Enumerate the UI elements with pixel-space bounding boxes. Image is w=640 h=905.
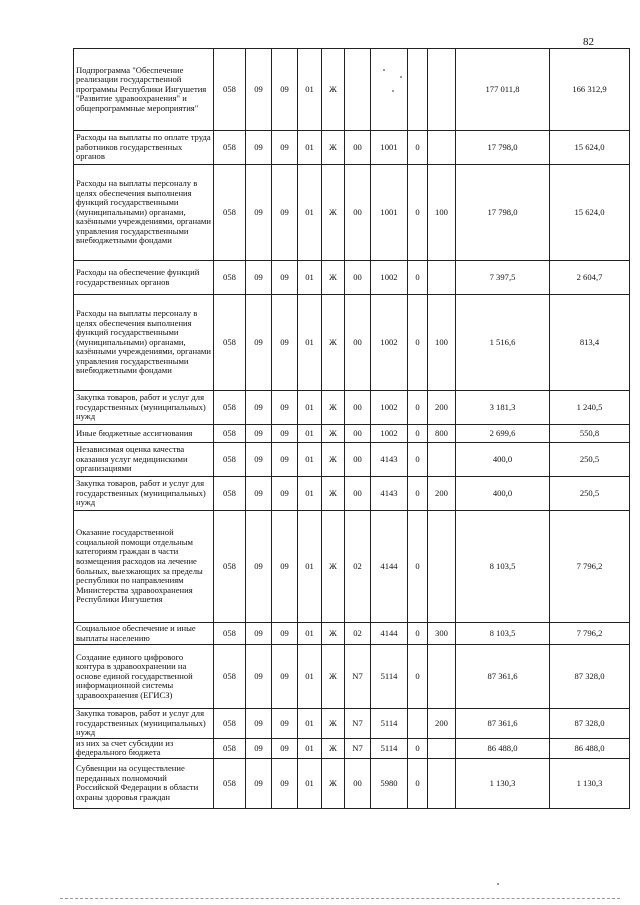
cell-code: 1001 [371, 131, 408, 165]
cell-amount: 177 011,8 [456, 49, 550, 131]
cell-code: 09 [272, 391, 298, 425]
cell-code: 00 [345, 261, 371, 295]
cell-code [428, 645, 456, 709]
cell-code: Ж [322, 49, 345, 131]
cell-code: 09 [272, 758, 298, 808]
scan-bottom-edge [60, 898, 620, 903]
cell-code: 0 [408, 391, 428, 425]
cell-name: Закупка товаров, работ и услуг для государственных (муниципальных) нужд [74, 709, 214, 739]
cell-code: 09 [272, 709, 298, 739]
cell-code: Ж [322, 738, 345, 758]
cell-amount: 1 240,5 [550, 391, 630, 425]
cell-amount: 400,0 [456, 443, 550, 477]
cell-code: 800 [428, 425, 456, 443]
cell-code: 09 [272, 49, 298, 131]
cell-code: 01 [298, 758, 322, 808]
cell-code: 0 [408, 131, 428, 165]
cell-name: Расходы на выплаты по оплате труда работников государственных органов [74, 131, 214, 165]
cell-amount: 87 328,0 [550, 709, 630, 739]
cell-code: N7 [345, 709, 371, 739]
cell-amount: 87 361,6 [456, 645, 550, 709]
cell-code: Ж [322, 645, 345, 709]
cell-code: 01 [298, 477, 322, 511]
cell-code [408, 709, 428, 739]
cell-code: 300 [428, 623, 456, 645]
cell-amount: 7 796,2 [550, 511, 630, 623]
cell-code: 058 [214, 131, 246, 165]
scan-speck [400, 76, 402, 78]
cell-code: 058 [214, 738, 246, 758]
cell-code [428, 511, 456, 623]
cell-code: 058 [214, 709, 246, 739]
cell-code: 09 [246, 645, 272, 709]
cell-amount: 1 516,6 [456, 295, 550, 391]
scan-speck [497, 883, 499, 885]
table-row [74, 425, 630, 443]
cell-code: 01 [298, 131, 322, 165]
cell-amount: 2 699,6 [456, 425, 550, 443]
cell-code: 100 [428, 165, 456, 261]
cell-amount: 250,5 [550, 477, 630, 511]
cell-amount: 550,8 [550, 425, 630, 443]
cell-code: 09 [272, 131, 298, 165]
table-row [74, 738, 630, 758]
cell-code: 09 [246, 477, 272, 511]
cell-amount: 15 624,0 [550, 131, 630, 165]
cell-name: Социальное обеспечение и иные выплаты населению [74, 623, 214, 645]
cell-code [345, 49, 371, 131]
cell-amount: 7 397,5 [456, 261, 550, 295]
cell-code: 058 [214, 49, 246, 131]
cell-amount: 250,5 [550, 443, 630, 477]
cell-code: 01 [298, 623, 322, 645]
cell-code: 058 [214, 425, 246, 443]
cell-code: 100 [428, 295, 456, 391]
cell-code: 1002 [371, 425, 408, 443]
cell-name: Независимая оценка качества оказания услуг медицинскими организациями [74, 443, 214, 477]
cell-code: 058 [214, 443, 246, 477]
cell-code: 0 [408, 477, 428, 511]
cell-code: 058 [214, 295, 246, 391]
scan-speck [392, 90, 394, 92]
cell-code: 00 [345, 131, 371, 165]
cell-code: 00 [345, 758, 371, 808]
table-row [74, 131, 630, 165]
cell-code: 00 [345, 425, 371, 443]
cell-amount: 1 130,3 [456, 758, 550, 808]
table-row [74, 391, 630, 425]
cell-code: 200 [428, 477, 456, 511]
cell-amount: 2 604,7 [550, 261, 630, 295]
cell-code: 09 [246, 295, 272, 391]
cell-code: 0 [408, 295, 428, 391]
table-row [74, 758, 630, 808]
cell-amount: 8 103,5 [456, 623, 550, 645]
budget-table [73, 48, 630, 809]
cell-code: 09 [246, 511, 272, 623]
cell-code: 00 [345, 477, 371, 511]
cell-code: 09 [272, 477, 298, 511]
cell-code: 00 [345, 391, 371, 425]
cell-code: 1001 [371, 165, 408, 261]
cell-amount: 87 328,0 [550, 645, 630, 709]
cell-code: 09 [272, 261, 298, 295]
cell-code [428, 131, 456, 165]
cell-code: Ж [322, 165, 345, 261]
cell-code: 058 [214, 165, 246, 261]
cell-name: из них за счет субсидии из федерального бюджета [74, 738, 214, 758]
table-body [74, 49, 630, 809]
cell-code: 09 [246, 391, 272, 425]
cell-code: 0 [408, 738, 428, 758]
cell-code: 01 [298, 511, 322, 623]
table-row [74, 645, 630, 709]
cell-code: Ж [322, 623, 345, 645]
cell-code [428, 738, 456, 758]
cell-code: 5980 [371, 758, 408, 808]
cell-code: Ж [322, 295, 345, 391]
cell-code: 4143 [371, 443, 408, 477]
cell-code: 0 [408, 511, 428, 623]
table-row [74, 709, 630, 739]
cell-code: 00 [345, 165, 371, 261]
cell-code: Ж [322, 511, 345, 623]
cell-name: Расходы на выплаты персоналу в целях обеспечения выполнения функций государственными (муниципальными) органами, казёнными учреждениями, органами управления государственными внебюджетными фондами [74, 295, 214, 391]
cell-code: 09 [246, 261, 272, 295]
cell-code: 01 [298, 295, 322, 391]
cell-code: Ж [322, 758, 345, 808]
cell-name: Расходы на обеспечение функций государственных органов [74, 261, 214, 295]
cell-code: 058 [214, 511, 246, 623]
cell-code: 09 [246, 758, 272, 808]
table-row [74, 623, 630, 645]
cell-code: 01 [298, 165, 322, 261]
cell-code: 09 [246, 443, 272, 477]
cell-code: 01 [298, 709, 322, 739]
cell-code: 5114 [371, 738, 408, 758]
cell-code: 01 [298, 443, 322, 477]
cell-code: 09 [246, 425, 272, 443]
cell-code: 00 [345, 443, 371, 477]
cell-code: 09 [272, 645, 298, 709]
cell-code: 4144 [371, 511, 408, 623]
cell-code: 09 [246, 623, 272, 645]
cell-code [428, 443, 456, 477]
cell-code: 0 [408, 425, 428, 443]
cell-code: N7 [345, 645, 371, 709]
cell-code: 09 [246, 709, 272, 739]
cell-code [408, 49, 428, 131]
table-row [74, 477, 630, 511]
cell-name: Оказание государственной социальной помощи отдельным категориям граждан в части возмещения расходов на лечение больных, выезжающих за пределы республики по направлениям Министерства здравоохранения Республики Ингушетия [74, 511, 214, 623]
cell-code: 0 [408, 758, 428, 808]
cell-code: 09 [246, 131, 272, 165]
cell-code: 01 [298, 261, 322, 295]
cell-amount: 87 361,6 [456, 709, 550, 739]
cell-code: 01 [298, 645, 322, 709]
cell-amount: 813,4 [550, 295, 630, 391]
table-row [74, 295, 630, 391]
cell-code: 4144 [371, 623, 408, 645]
cell-code: 09 [272, 511, 298, 623]
cell-code: 02 [345, 623, 371, 645]
cell-code: 09 [272, 295, 298, 391]
cell-amount: 3 181,3 [456, 391, 550, 425]
cell-code: 0 [408, 645, 428, 709]
cell-code: 058 [214, 623, 246, 645]
cell-code: 09 [272, 443, 298, 477]
cell-code: 09 [246, 49, 272, 131]
page-number: 82 [583, 36, 594, 48]
cell-code: 01 [298, 49, 322, 131]
cell-code [428, 261, 456, 295]
cell-code: 058 [214, 645, 246, 709]
cell-name: Создание единого цифрового контура в здравоохранении на основе единой государственной информационной системы здравоохранения (ЕГИСЗ) [74, 645, 214, 709]
cell-amount: 17 798,0 [456, 165, 550, 261]
cell-code: 09 [272, 738, 298, 758]
cell-code: Ж [322, 425, 345, 443]
cell-code: Ж [322, 391, 345, 425]
cell-code: 02 [345, 511, 371, 623]
cell-code: 01 [298, 425, 322, 443]
cell-amount: 17 798,0 [456, 131, 550, 165]
cell-amount: 86 488,0 [456, 738, 550, 758]
cell-code [428, 758, 456, 808]
cell-code: N7 [345, 738, 371, 758]
cell-code: 0 [408, 165, 428, 261]
cell-code: Ж [322, 709, 345, 739]
cell-code: 1002 [371, 391, 408, 425]
cell-code: 058 [214, 261, 246, 295]
cell-code: 200 [428, 391, 456, 425]
cell-code [371, 49, 408, 131]
cell-name: Закупка товаров, работ и услуг для государственных (муниципальных) нужд [74, 477, 214, 511]
cell-code: 5114 [371, 709, 408, 739]
cell-code: 09 [246, 738, 272, 758]
cell-code: 0 [408, 623, 428, 645]
cell-name: Иные бюджетные ассигнования [74, 425, 214, 443]
cell-code: 0 [408, 443, 428, 477]
cell-code: 200 [428, 709, 456, 739]
cell-code: 00 [345, 295, 371, 391]
cell-amount: 7 796,2 [550, 623, 630, 645]
cell-code: 058 [214, 758, 246, 808]
table-row [74, 511, 630, 623]
cell-amount: 400,0 [456, 477, 550, 511]
cell-code: Ж [322, 443, 345, 477]
cell-code: 09 [272, 165, 298, 261]
cell-code: Ж [322, 131, 345, 165]
cell-code: 5114 [371, 645, 408, 709]
table-row [74, 443, 630, 477]
cell-code: 058 [214, 391, 246, 425]
cell-name: Расходы на выплаты персоналу в целях обеспечения выполнения функций государственными (муниципальными) органами, казёнными учреждениями, органами управления государственными внебюджетными фондами [74, 165, 214, 261]
cell-amount: 8 103,5 [456, 511, 550, 623]
cell-code: 1002 [371, 295, 408, 391]
cell-name: Субвенции на осуществление переданных полномочий Российской Федерации в области охраны здоровья граждан [74, 758, 214, 808]
cell-code: Ж [322, 261, 345, 295]
cell-amount: 166 312,9 [550, 49, 630, 131]
cell-code: 01 [298, 738, 322, 758]
table-row [74, 261, 630, 295]
cell-code: 09 [272, 623, 298, 645]
cell-name: Закупка товаров, работ и услуг для государственных (муниципальных) нужд [74, 391, 214, 425]
cell-code: 09 [272, 425, 298, 443]
table-row [74, 165, 630, 261]
scan-speck [383, 69, 385, 71]
cell-code: 0 [408, 261, 428, 295]
cell-code: 01 [298, 391, 322, 425]
cell-code [428, 49, 456, 131]
cell-amount: 1 130,3 [550, 758, 630, 808]
cell-code: 058 [214, 477, 246, 511]
cell-code: 1002 [371, 261, 408, 295]
cell-name: Подпрограмма "Обеспечение реализации государственной программы Республики Ингушетия "Развитие здравоохранения" и общепрограммные мероприятия" [74, 49, 214, 131]
cell-code: 4143 [371, 477, 408, 511]
cell-code: 09 [246, 165, 272, 261]
cell-code: Ж [322, 477, 345, 511]
table-row [74, 49, 630, 131]
cell-amount: 15 624,0 [550, 165, 630, 261]
cell-amount: 86 488,0 [550, 738, 630, 758]
